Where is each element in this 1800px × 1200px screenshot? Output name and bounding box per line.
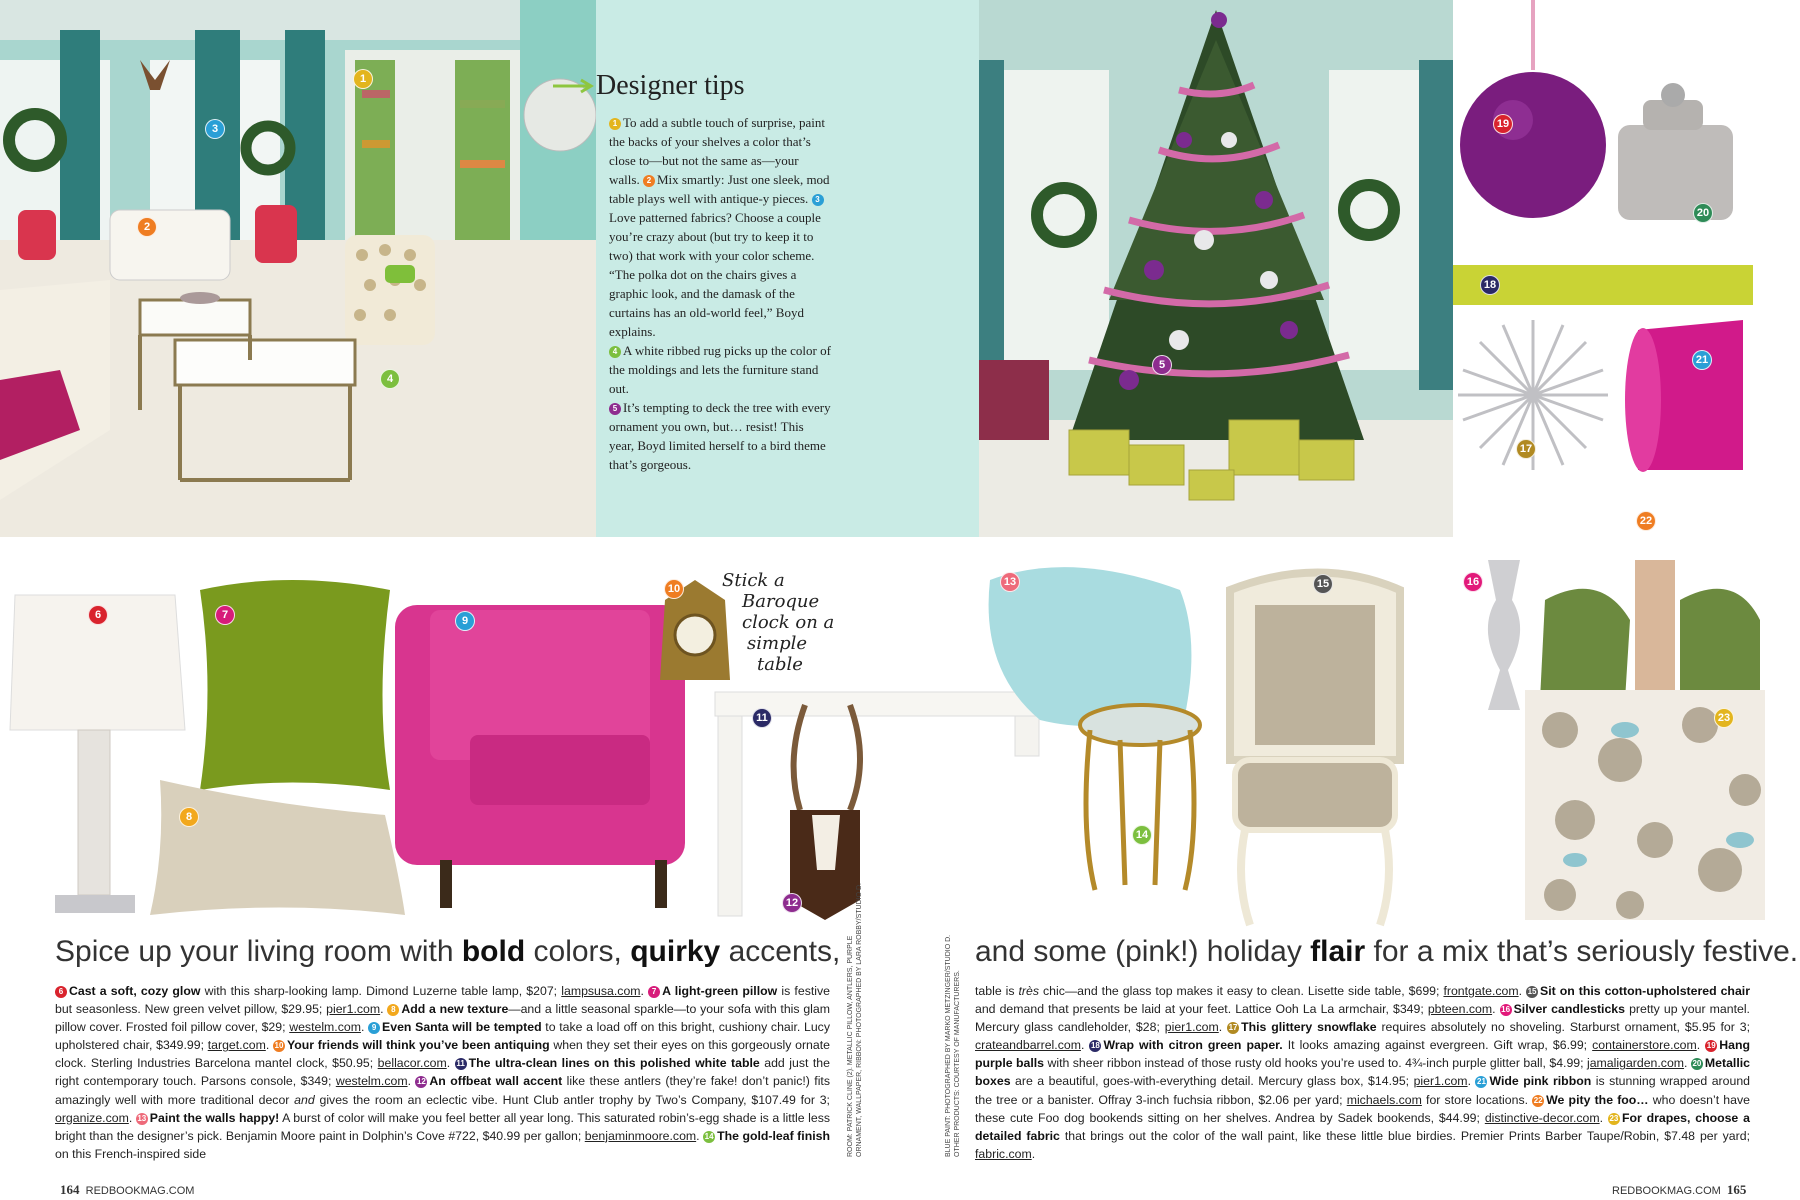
badge-14: 14 <box>1132 825 1152 845</box>
tip-badge-1: 1 <box>609 118 621 130</box>
link-target[interactable]: target.com <box>207 1038 266 1053</box>
tip-badge-2: 2 <box>643 175 655 187</box>
badge-1: 1 <box>353 69 373 89</box>
designer-tips-text <box>609 113 831 474</box>
tip-badge-3: 3 <box>812 194 824 206</box>
link-crateandbarrel[interactable]: crateandbarrel.com <box>975 1038 1081 1053</box>
link-westelm[interactable]: westelm.com <box>289 1020 361 1035</box>
designer-tips-panel <box>596 0 979 537</box>
badge-7: 7 <box>215 605 235 625</box>
badge-19: 19 <box>1493 114 1513 134</box>
link-lampsusa[interactable]: lampsusa.com <box>561 984 641 998</box>
link-pbteen[interactable]: pbteen.com <box>1427 1002 1493 1017</box>
tip-badge-4: 4 <box>609 346 621 358</box>
badge-16: 16 <box>1463 572 1483 592</box>
badge-2: 2 <box>137 217 157 237</box>
link-westelm-2[interactable]: westelm.com <box>335 1074 408 1089</box>
badge-12: 12 <box>782 893 802 913</box>
designer-tips-title: Designer tips <box>596 70 745 101</box>
link-containerstore[interactable]: containerstore.com <box>1592 1038 1697 1053</box>
link-fabric[interactable]: fabric.com <box>975 1146 1032 1161</box>
products-row <box>0 560 1800 930</box>
badge-17: 17 <box>1516 439 1536 459</box>
badge-18: 18 <box>1480 275 1500 295</box>
badge-10: 10 <box>664 579 684 599</box>
badge-15: 15 <box>1313 574 1333 594</box>
badge-6: 6 <box>88 605 108 625</box>
handwritten-note: Stick a Baroque clock on a simple table <box>722 570 835 675</box>
tip-badge-5: 5 <box>609 403 621 415</box>
link-pier1-3[interactable]: pier1.com <box>1413 1074 1468 1089</box>
tip-3: Love patterned fabrics? Choose a couple you’re crazy about (but try to keep it to two) that work with your color scheme. “The polka dot on the chairs gives a graphic look, and the damask of the curtains has an old-world feel,” Boyd explains. <box>609 210 821 339</box>
badge-22: 22 <box>1636 511 1656 531</box>
tip-4: A white ribbed rug picks up the color of the moldings and lets the furniture stand out. <box>609 343 831 396</box>
badge-21: 21 <box>1692 350 1712 370</box>
badge-11: 11 <box>752 708 772 728</box>
link-pier1[interactable]: pier1.com <box>326 1002 381 1017</box>
badge-8: 8 <box>179 807 199 827</box>
link-organize[interactable]: organize.com <box>55 1110 129 1125</box>
badge-13: 13 <box>1000 572 1020 592</box>
link-distinctive-decor[interactable]: distinctive-decor.com <box>1484 1110 1600 1125</box>
headline-left: Spice up your living room with bold colors, quirky accents, <box>55 935 841 968</box>
tip-2: Mix smartly: Just one sleek, mod table plays well with antique-y pieces. <box>609 172 830 206</box>
arrow-icon <box>551 78 599 94</box>
photo-credit-right: BLUE PAINT: PHOTOGRAPHED BY MARKO METZINGER/STUDIO D. OTHER PRODUCTS: COURTESY OF MANUFACTURERS. <box>945 934 961 1157</box>
badge-3: 3 <box>205 119 225 139</box>
ornaments-products <box>1453 0 1800 537</box>
link-pier1-2[interactable]: pier1.com <box>1164 1020 1219 1035</box>
photo-credit-left: ROOM: PATRICK CLINE (2). METALLIC PILLOW, ANTLERS, PURPLE ORNAMENT, WALLPAPER, RIBBON: PHOTOGRAPHED BY LARA ROBBY/STUDIO D. <box>847 883 863 1157</box>
badge-23: 23 <box>1714 708 1734 728</box>
christmas-tree-photo <box>979 0 1453 537</box>
link-bellacor[interactable]: bellacor.com <box>377 1056 447 1071</box>
left-body-text: 6 Cast a soft, cozy glow with this sharp-looking lamp. Dimond Luzerne table lamp, $207; lampsusa.com. 7 A light-green pillow is festive but seasonless. New green velvet pillow, $29.95; pier1.com. 8 Add a new texture—and a little seasonal sparkle—to your sofa with this glam pillow cover. Frosted foil pillow cover, $29; westelm.com. 9 Even Santa will be tempted to take a load off on this bright, cushiony chair. Lucy upholstered chair, $349.99; target.com. 10 Your friends will think you’ve been antiquing when they set their eyes on this gorgeously ornate clock. Sterling Industries Barcelona mantel clock, $50.95; bellacor.com. 11 The ultra-clean lines on this polished white table add just the right contemporary touch. Parsons console, $349; westelm.com. 12 An offbeat wall accent like these antlers (they’re fake! don’t panic!) fits amazingly well with more traditional decor and gives the room an eclectic vibe. Hunt Club antler trophy by Two’s Company, $107.49 for 3; organize.com. 13 Paint the walls happy! A burst of color will make you feel better all year long. This saturated robin’s-egg shade is a little less bright than the designer’s pick. Benjamin Moore paint in Dolphin’s Cove #722, $40.99 per gallon; benjaminmoore.com. 14 The gold-leaf finish on this French-inspired side <box>55 984 830 1161</box>
badge-20: 20 <box>1693 203 1713 223</box>
tip-1: To add a subtle touch of surprise, paint the backs of your shelves a color that’s close to—but not the same as—your walls. <box>609 115 825 187</box>
link-frontgate[interactable]: frontgate.com <box>1443 984 1519 998</box>
living-room-photo <box>0 0 596 537</box>
folio-right: REDBOOKMAG.COM 165 <box>1612 1182 1747 1197</box>
folio-left: 164 REDBOOKMAG.COM <box>60 1182 195 1197</box>
badge-5: 5 <box>1152 355 1172 375</box>
tip-5: It’s tempting to deck the tree with every ornament you own, but… resist! This year, Boyd limited herself to a bird theme that’s gorgeous. <box>609 400 831 472</box>
headline-right: and some (pink!) holiday flair for a mix that’s seriously festive. <box>975 935 1799 968</box>
right-body-text: table is très chic—and the glass top makes it easy to clean. Lisette side table, $699; frontgate.com. 15 Sit on this cotton-upholstered chair and demand that presents be laid at your feet. Lattice Ooh La La armchair, $349; pbteen.com. 16 Silver candlesticks pretty up your mantel. Mercury glass candleholder, $28; pier1.com. 17 This glittery snowflake requires absolutely no shoveling. Starburst ornament, $5.95 for 3; crateandbarrel.com. 18 Wrap with citron green paper. It looks amazing against evergreen. Gift wrap, $6.99; containerstore.com. 19 Hang purple balls with sheer ribbon instead of those rusty old hooks you’re used to. 4¾-inch purple glitter ball, $4.99; jamaligarden.com. 20 Metallic boxes are a beautiful, goes-with-everything detail. Mercury glass box, $14.95; pier1.com. 21 Wide pink ribbon is stunning wrapped around the tree or a banister. Offray 3-inch fuchsia ribbon, $2.06 per yard; michaels.com for store locations. 22 We pity the foo… who doesn’t have these cute Foo dog bookends sitting on her shelves. Andrea by Sadek bookends, $44.99; distinctive-decor.com. 23 For drapes, choose a detailed fabric that brings out the color of the wall paint, like these little blue birdies. Premier Prints Barber Taupe/Robin, $7.48 per yard; fabric.com. <box>975 984 1751 1161</box>
link-jamaligarden[interactable]: jamaligarden.com <box>1586 1056 1685 1071</box>
badge-9: 9 <box>455 611 475 631</box>
badge-4: 4 <box>380 369 400 389</box>
link-benjaminmoore[interactable]: benjaminmoore.com <box>584 1128 697 1143</box>
link-michaels[interactable]: michaels.com <box>1346 1092 1422 1107</box>
